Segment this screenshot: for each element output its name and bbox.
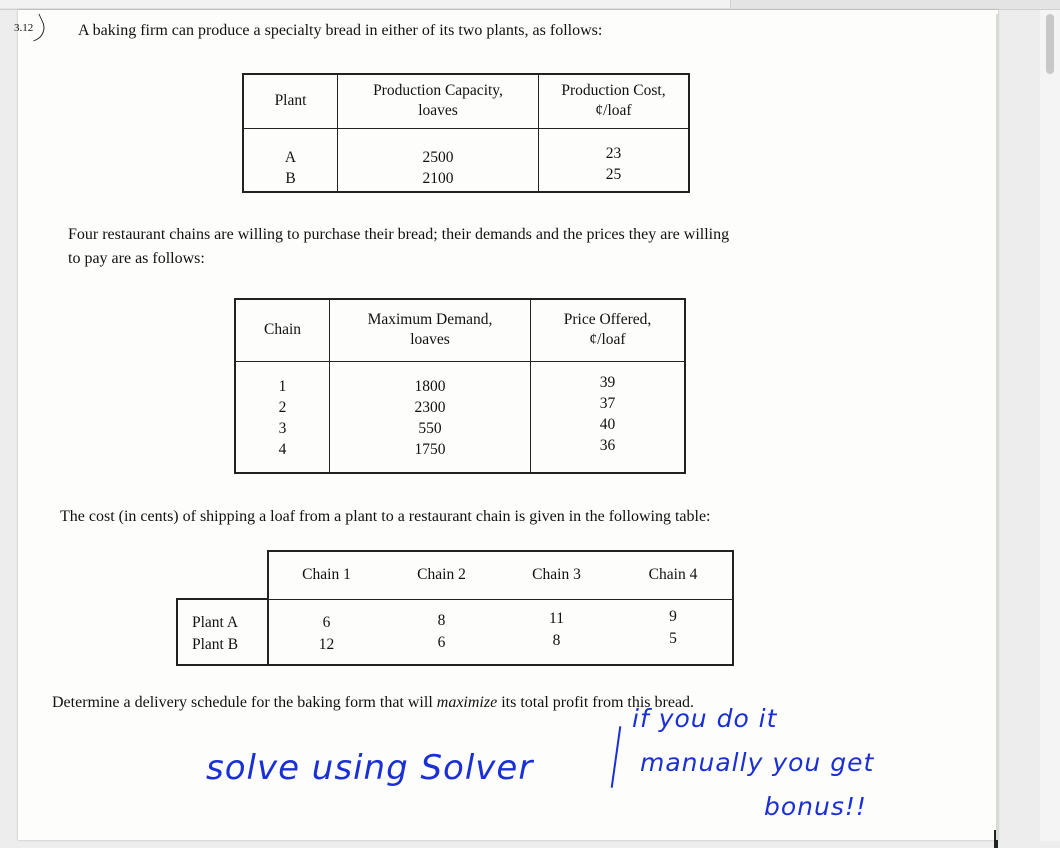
table-cell: 40 bbox=[599, 415, 616, 433]
page-edge bbox=[996, 14, 999, 840]
question-emphasis: maximize bbox=[436, 694, 498, 711]
shipping-table bbox=[176, 550, 734, 666]
shipping-row-labels bbox=[177, 599, 268, 665]
header-line: loaves bbox=[418, 102, 458, 120]
header-line: ¢/loaf bbox=[595, 102, 632, 120]
top-toolbar-strip bbox=[0, 0, 1060, 10]
plants-table bbox=[242, 73, 690, 193]
shipping-header-chain3 bbox=[499, 551, 614, 599]
table-cell: 11 bbox=[549, 609, 564, 627]
header-line: Chain 4 bbox=[648, 566, 698, 584]
table-cell: 1750 bbox=[414, 440, 446, 458]
table-cell: A bbox=[284, 148, 297, 166]
table-cell: 6 bbox=[437, 633, 446, 651]
table-cell: 4 bbox=[278, 440, 287, 458]
question-number-arc bbox=[24, 13, 49, 41]
table-cell: 5 bbox=[669, 629, 677, 647]
chains-header-chain bbox=[235, 299, 330, 361]
toolbar-segment bbox=[330, 0, 731, 8]
header-line: Production Capacity, bbox=[373, 82, 503, 100]
table-cell: 2 bbox=[278, 398, 287, 416]
table-cell: 8 bbox=[552, 631, 561, 649]
scrollbar-track[interactable] bbox=[1040, 10, 1060, 841]
table-cell: 23 bbox=[605, 144, 622, 162]
shipping-header-chain2 bbox=[384, 551, 499, 599]
question-text-part: Determine a delivery schedule for the baking form that will bbox=[52, 694, 437, 711]
table-cell: 8 bbox=[437, 611, 446, 629]
question-text bbox=[52, 694, 694, 712]
toolbar-segment bbox=[0, 0, 331, 8]
table-cell: 2100 bbox=[422, 169, 454, 187]
question-number: 3.12 bbox=[14, 22, 34, 34]
row-label: Plant B bbox=[192, 636, 239, 653]
chains-col-chain bbox=[235, 361, 330, 473]
table-cell: 12 bbox=[318, 635, 335, 653]
plants-col-capacity bbox=[338, 128, 539, 192]
chains-header-price bbox=[531, 299, 686, 361]
chains-table bbox=[234, 298, 686, 474]
table-cell: B bbox=[285, 169, 296, 187]
header-line: Production Cost, bbox=[561, 82, 666, 100]
chains-text-line1: Four restaurant chains are willing to purchase their bread; their demands and the prices they are willing bbox=[68, 226, 730, 243]
table-cell: 39 bbox=[599, 373, 616, 391]
plants-col-plant bbox=[243, 128, 338, 192]
shipping-header-chain4 bbox=[614, 551, 733, 599]
table-cell: 1 bbox=[278, 377, 287, 395]
table-cell: 550 bbox=[418, 419, 442, 437]
shipping-col-chain4 bbox=[614, 599, 733, 665]
handwritten-divider bbox=[611, 726, 622, 788]
header-line: Maximum Demand, bbox=[367, 311, 493, 329]
handwritten-note-line1: if you do it bbox=[632, 704, 778, 733]
handwritten-note-line3: bonus!! bbox=[764, 792, 867, 821]
chains-header-demand bbox=[330, 299, 531, 361]
table-cell: 37 bbox=[599, 394, 616, 412]
intro-text: A baking firm can produce a specialty bread in either of its two plants, as follows: bbox=[78, 22, 603, 39]
handwritten-note-line2: manually you get bbox=[640, 748, 875, 777]
plants-header-plant bbox=[243, 74, 338, 128]
table-cell: 25 bbox=[605, 165, 622, 183]
table-cell: 6 bbox=[322, 613, 331, 631]
shipping-col-chain3 bbox=[499, 599, 614, 665]
header-line: Chain 3 bbox=[532, 566, 581, 584]
chains-col-price bbox=[531, 361, 686, 473]
header-line: Chain 2 bbox=[417, 566, 466, 584]
shipping-corner bbox=[177, 551, 268, 599]
document-page bbox=[14, 10, 998, 840]
shipping-col-chain1 bbox=[268, 599, 384, 665]
shipping-header-chain1 bbox=[268, 551, 384, 599]
question-text-part: its total profit from this bread. bbox=[497, 694, 695, 711]
header-line: loaves bbox=[410, 331, 450, 349]
chains-text-line2: to pay are as follows: bbox=[68, 250, 205, 267]
table-cell: 2300 bbox=[414, 398, 446, 416]
header-line: Chain bbox=[263, 321, 302, 339]
header-line: Chain 1 bbox=[302, 566, 351, 584]
table-cell: 2500 bbox=[422, 148, 454, 166]
shipping-col-chain2 bbox=[384, 599, 499, 665]
plants-header-cost bbox=[539, 74, 690, 128]
table-cell: 36 bbox=[599, 436, 616, 454]
shipping-text: The cost (in cents) of shipping a loaf from a plant to a restaurant chain is given in the following table: bbox=[60, 508, 711, 525]
plants-header-capacity bbox=[338, 74, 539, 128]
header-line: Price Offered, bbox=[563, 311, 652, 329]
chains-col-demand bbox=[330, 361, 531, 473]
table-cell: 9 bbox=[669, 607, 677, 625]
table-cell: 3 bbox=[278, 419, 287, 437]
header-line: ¢/loaf bbox=[589, 331, 626, 349]
scrollbar-thumb[interactable] bbox=[1046, 14, 1054, 74]
plants-col-cost bbox=[539, 128, 690, 192]
handwritten-note-solver: solve using Solver bbox=[206, 748, 534, 788]
table-cell: 1800 bbox=[414, 377, 446, 395]
row-label: Plant A bbox=[192, 614, 239, 631]
header-line: Plant bbox=[274, 92, 307, 110]
